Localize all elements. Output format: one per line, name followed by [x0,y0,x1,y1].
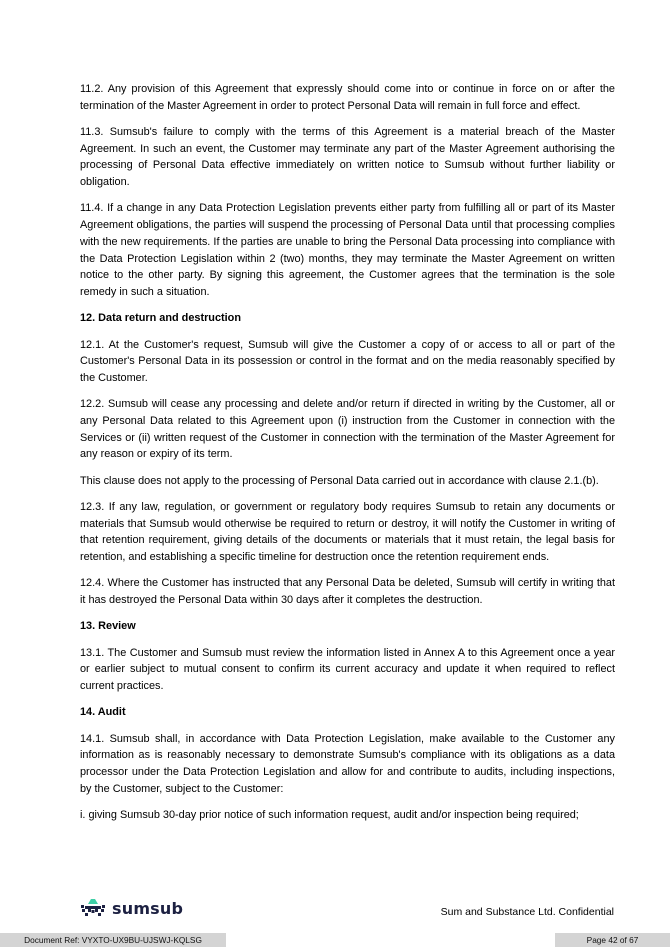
paragraph: 12.2. Sumsub will cease any processing and delete and/or return if directed in writing by the Customer, all or any Personal Data related to this Agreement upon (i) instruction from the Customer in connection with the Services or (ii) written request of the Customer in connection with the termination of the Master Agreement for any reason or expiry of its term. [80,398,615,461]
sumsub-logo [79,897,183,919]
logo-wordmark: sumsub [112,898,184,918]
document-body [80,81,615,833]
paragraph: 11.4. If a change in any Data Protection Legislation prevents either party from fulfilling all or part of its Master Agreement obligations, the parties will suspend the processing of Personal Data until that processing complies with the new requirements. If the parties are unable to bring the Personal Data processing into compliance with the Data Protection Legislation within 2 (two) months, they may terminate the Master Agreement on written notice to the other party. By signing this agreement, the Customer agrees that the termination is the sole remedy in such a situation. [80,202,615,298]
paragraph: 12.1. At the Customer's request, Sumsub will give the Customer a copy of or access to all or part of the Customer's Personal Data in its possession or control in the format and on the media reasonably specified by the Customer. [80,338,615,384]
section-heading: 12. Data return and destruction [80,312,241,325]
paragraph: 11.2. Any provision of this Agreement that expressly should come into or continue in force on or after the termination of the Master Agreement in order to protect Personal Data will remain in full force and effect. [80,83,615,112]
paragraph: i. giving Sumsub 30-day prior notice of such information request, audit and/or inspection being required; [80,809,579,822]
section-heading: 14. Audit [80,706,126,719]
paragraph: 12.3. If any law, regulation, or government or regulatory body requires Sumsub to retain any documents or materials that Sumsub would otherwise be required to return or destroy, it will notify the Customer in writing of that retention requirement, giving details of the documents or materials that it must retain, the legal basis for retention, and establishing a specific timeline for destruction once the retention requirement ends. [80,500,615,564]
paragraph: This clause does not apply to the processing of Personal Data carried out in accordance with clause 2.1.(b). [80,474,599,487]
section-heading: 13. Review [80,620,136,633]
confidential-notice: Sum and Substance Ltd. Confidential [440,906,614,918]
paragraph: 13.1. The Customer and Sumsub must review the information listed in Annex A to this Agreement once a year or earlier subject to mutual consent to confirm its current accuracy and update it when required to reflect current practices. [80,646,615,693]
page-number: Page 42 of 67 [555,933,670,947]
paragraph: 14.1. Sumsub shall, in accordance with Data Protection Legislation, make available to the Customer any information as is reasonably necessary to demonstrate Sumsub's compliance with its obligations as a data processor under the Data Protection Legislation and allow for and contribute to audits, including inspections, by the Customer, subject to the Customer: [80,732,615,795]
paragraph: 11.3. Sumsub's failure to comply with the terms of this Agreement is a material breach of the Master Agreement. In such an event, the Customer may terminate any part of the Master Agreement authorising the processing of Personal Data effective immediately on written notice to Sumsub without further liability or obligation. [80,126,615,189]
sumsub-logo-icon [79,897,107,919]
document-ref: Document Ref: VYXTO-UX9BU-UJSWJ-KQLSG [0,933,226,947]
paragraph: 12.4. Where the Customer has instructed that any Personal Data be deleted, Sumsub will certify in writing that it has destroyed the Personal Data within 30 days after it completes the destruction. [80,577,615,607]
